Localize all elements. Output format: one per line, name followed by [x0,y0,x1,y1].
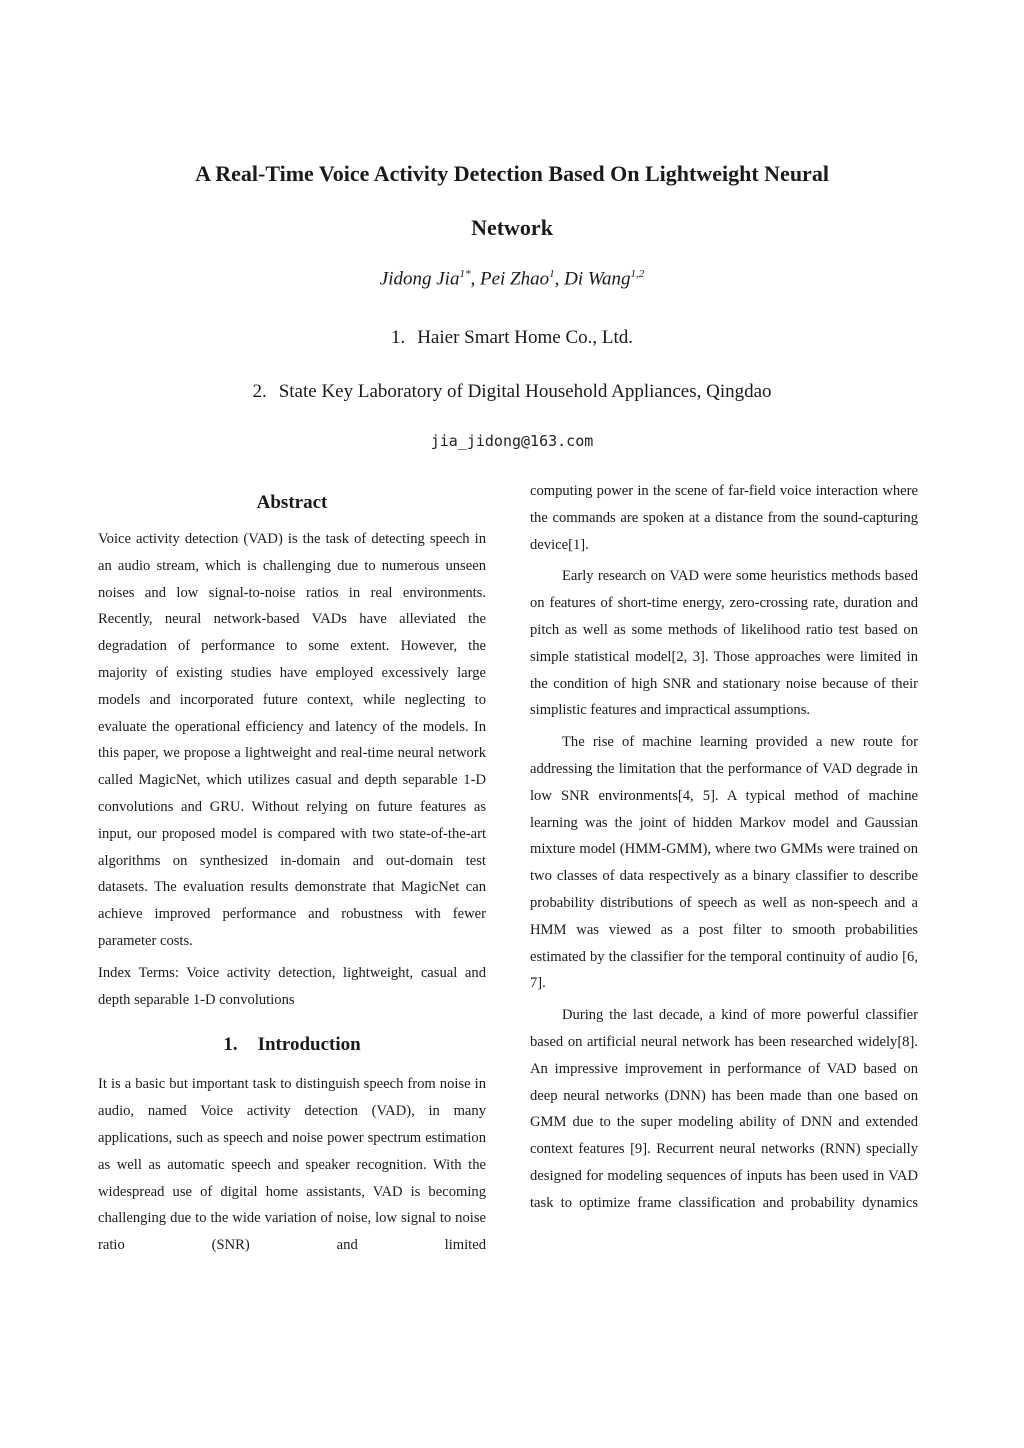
intro-paragraph-4: During the last decade, a kind of more powerful classifier based on artificial neural network has been researched widely[8]. An impressive improvement in performance of VAD based on deep neural networks (DNN) has been made than one based on GMM due to the super modeling ability of DNN and extended context features [9]. Recurrent neural networks (RNN) specially designed for modeling sequences of inputs has been used in VAD task to optimize frame classification and probability dynamics [530,1007,918,1211]
affiliation-2 [0,381,1024,403]
right-column [530,478,918,1222]
abstract-body: Voice activity detection (VAD) is the task of detecting speech in an audio stream, which is challenging due to numerous unseen noises and low signal-to-noise ratios in real environments. Recently, neural network-based VADs have alleviated the degradation of performance to some extent. However, the majority of existing studies have employed excessively large models and incorporated future context, while neglecting to evaluate the operational efficiency and latency of the models. In this paper, we propose a lightweight and real-time neural network called MagicNet, which utilizes casual and depth separable 1-D convolutions and GRU. Without relying on future features as input, our proposed model is compared with two state-of-the-art algorithms on synthesized in-domain and out-domain test datasets. The evaluation results demonstrate that MagicNet can achieve improved performance and robustness with fewer parameter costs. [98,531,486,949]
introduction-heading [98,1027,486,1063]
affiliation-number: 1. [390,327,406,348]
affiliation-number: 2. [252,381,267,402]
author-list [120,268,904,290]
intro-paragraph-2: Early research on VAD were some heuristics methods based on features of short-time energy, zero-crossing rate, duration and pitch as well as some methods of likelihood ratio test based on simple statistical model[2, 3]. Those approaches were limited in the condition of high SNR and stationary noise because of their simplistic features and impractical assumptions. [530,568,918,719]
paper-title-line-1: A Real-Time Voice Activity Detection Based On Lightweight Neural [195,161,829,186]
abstract-heading: Abstract [256,492,328,513]
author-separator: , [470,268,480,290]
author-affiliation-mark: 1* [459,268,471,280]
section-number: 1. [223,1034,238,1056]
index-terms: Index Terms: Voice activity detection, lightweight, casual and depth separable 1-D convolutions [98,964,486,1008]
author-name: Jidong Jia [379,268,460,290]
affiliation-text: Haier Smart Home Co., Ltd. [417,327,634,348]
contact-email: jia_jidong@163.com [430,432,594,450]
intro-paragraph-1-continued: computing power in the scene of far-field voice interaction where the commands are spoken at a distance from the sound-capturing device[1]. [530,483,918,553]
paper-title-line-2: Network [471,215,553,240]
section-title: Introduction [257,1034,361,1056]
left-column [98,485,486,1264]
intro-paragraph-3: The rise of machine learning provided a new route for addressing the limitation that the performance of VAD degrade in low SNR environments[4, 5]. A typical method of machine learning was the joint of hidden Markov model and Gaussian mixture model (HMM-GMM), where two GMMs were trained on two classes of data respectively as a binary classifier to describe probability distributions of speech as well as non-speech and a HMM was viewed as a post filter to smooth probabilities estimated by the classifier for the temporal continuity of audio [6, 7]. [530,734,918,992]
author-separator: , [554,268,565,290]
author-affiliation-mark: 1,2 [630,268,645,280]
author-affiliation-mark: 1 [549,268,555,280]
intro-paragraph-1: It is a basic but important task to distinguish speech from noise in audio, named Voice activity detection (VAD), in many applications, such as speech and noise power spectrum estimation as well as automatic speech and speaker recognition. With the widespread use of digital home assistants, VAD is becoming challenging due to the wide variation of noise, low signal to noise ratio (SNR) and limited [98,1076,486,1254]
affiliation-1 [0,327,1024,349]
author-name: Di Wang [564,268,631,290]
author-name: Pei Zhao [479,268,550,290]
affiliation-text: State Key Laboratory of Digital Household Appliances, Qingdao [278,381,772,402]
